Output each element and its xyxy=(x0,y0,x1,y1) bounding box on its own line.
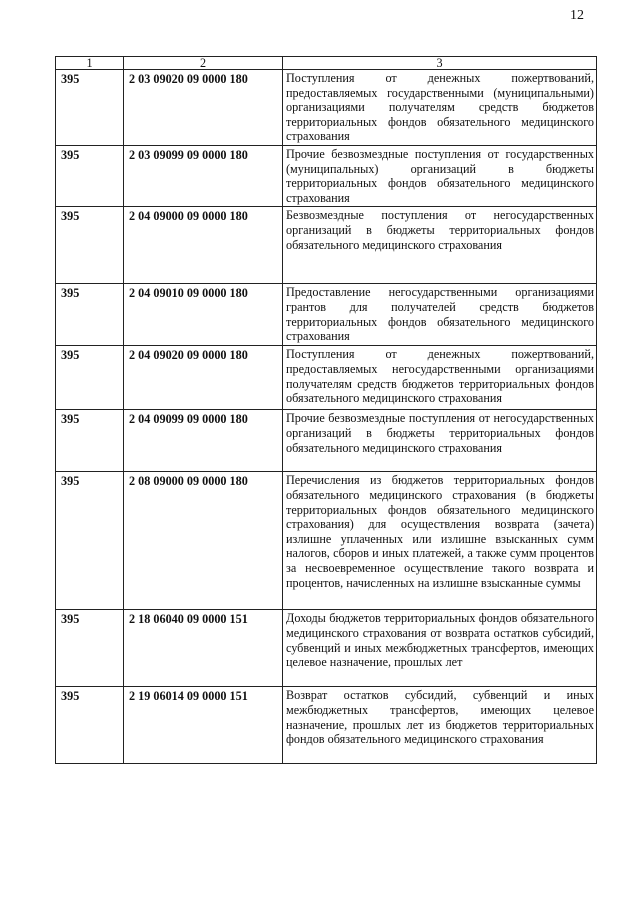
page-number: 12 xyxy=(570,8,584,23)
admin-code-cell: 395 xyxy=(56,410,124,472)
admin-code-cell: 395 xyxy=(56,472,124,610)
table-row xyxy=(56,687,597,764)
admin-code-cell: 395 xyxy=(56,207,124,284)
budget-code-cell: 2 03 09020 09 0000 180 xyxy=(124,70,283,146)
budget-code-cell: 2 04 09000 09 0000 180 xyxy=(124,207,283,284)
budget-code-cell: 2 04 09020 09 0000 180 xyxy=(124,346,283,410)
description-cell: Прочие безвозмездные поступления от негосударственных организаций в бюджеты территориальных фондов обязательного медицинского страхования xyxy=(283,410,597,472)
admin-code-cell: 395 xyxy=(56,346,124,410)
table-row xyxy=(56,70,597,146)
budget-code-cell: 2 18 06040 09 0000 151 xyxy=(124,610,283,687)
column-header-description: 3 xyxy=(283,57,597,70)
table-row xyxy=(56,472,597,610)
table-row xyxy=(56,610,597,687)
description-cell: Поступления от денежных пожертвований, предоставляемых государственными (муниципальными) организациями получателям средств бюджетов территориальных фондов обязательного медицинского страхования xyxy=(283,70,597,146)
admin-code-cell: 395 xyxy=(56,687,124,764)
description-cell: Перечисления из бюджетов территориальных фондов обязательного медицинского страхования (в бюджеты территориальных фондов обязательного медицинского страхования) для осуществления возврата (зачета) излишне уплаченных или излишне взысканных сумм налогов, сборов и иных платежей, а также сумм процентов за несвоевременное осуществление такого возврата и процентов, начисленных на излишне взысканные суммы xyxy=(283,472,597,610)
description-cell: Предоставление негосударственными организациями грантов для получателей средств бюджетов территориальных фондов обязательного медицинского страхования xyxy=(283,284,597,346)
description-cell: Доходы бюджетов территориальных фондов обязательного медицинского страхования от возврата остатков субсидий, субвенций и иных межбюджетных трансфертов, имеющих целевое назначение, прошлых лет xyxy=(283,610,597,687)
description-cell: Возврат остатков субсидий, субвенций и иных межбюджетных трансфертов, имеющих целевое назначение, прошлых лет из бюджетов территориальных фондов обязательного медицинского страхования xyxy=(283,687,597,764)
description-cell: Безвозмездные поступления от негосударственных организаций в бюджеты территориальных фондов обязательного медицинского страхования xyxy=(283,207,597,284)
column-header-admin: 1 xyxy=(56,57,124,70)
description-cell: Поступления от денежных пожертвований, предоставляемых негосударственными организациями получателям средств бюджетов территориальных фондов обязательного медицинского страхования xyxy=(283,346,597,410)
description-cell: Прочие безвозмездные поступления от государственных (муниципальных) организаций в бюджеты территориальных фондов обязательного медицинского страхования xyxy=(283,146,597,207)
budget-code-cell: 2 04 09099 09 0000 180 xyxy=(124,410,283,472)
budget-code-cell: 2 03 09099 09 0000 180 xyxy=(124,146,283,207)
table-row xyxy=(56,146,597,207)
table-row xyxy=(56,207,597,284)
table-row xyxy=(56,284,597,346)
budget-code-cell: 2 04 09010 09 0000 180 xyxy=(124,284,283,346)
column-header-code: 2 xyxy=(124,57,283,70)
budget-classification-table xyxy=(55,56,597,764)
table-row xyxy=(56,346,597,410)
admin-code-cell: 395 xyxy=(56,146,124,207)
admin-code-cell: 395 xyxy=(56,610,124,687)
admin-code-cell: 395 xyxy=(56,70,124,146)
admin-code-cell: 395 xyxy=(56,284,124,346)
budget-code-cell: 2 19 06014 09 0000 151 xyxy=(124,687,283,764)
table-row xyxy=(56,410,597,472)
budget-code-cell: 2 08 09000 09 0000 180 xyxy=(124,472,283,610)
table-header-row xyxy=(56,57,597,70)
